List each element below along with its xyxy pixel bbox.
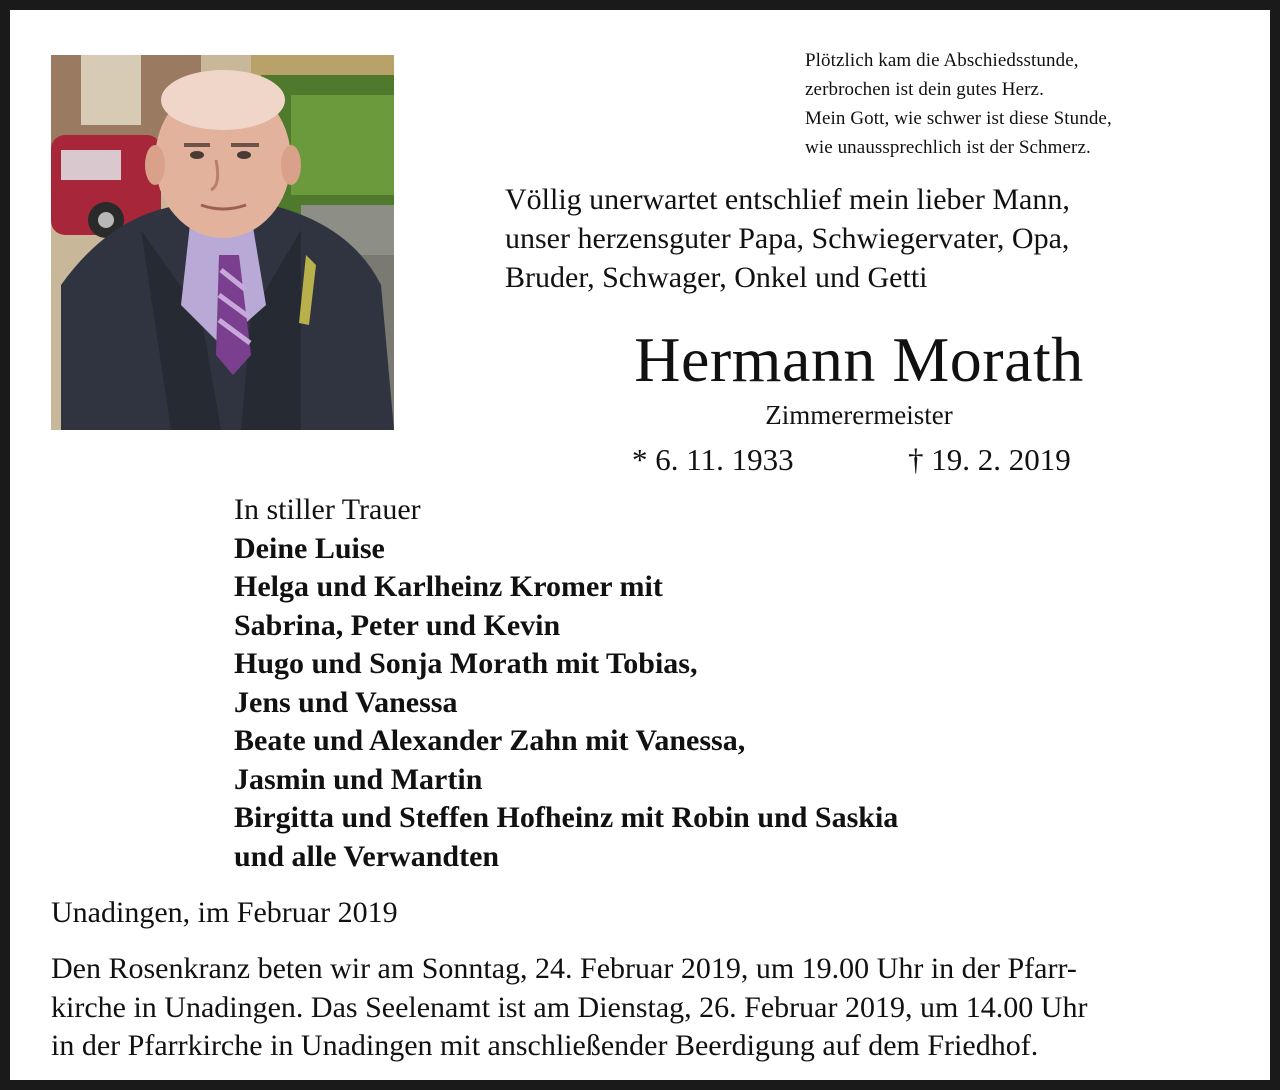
- poem-line: wie unaussprechlich ist der Schmerz.: [805, 137, 1091, 158]
- service-line: in der Pfarrkirche in Unadingen mit anschließender Beerdigung auf dem Friedhof.: [51, 1029, 1039, 1062]
- mourner-line: und alle Verwandten: [234, 839, 500, 873]
- mourner-line: Deine Luise: [234, 531, 385, 565]
- birth-date: * 6. 11. 1933: [632, 442, 794, 477]
- mourner-line: Helga und Karlheinz Kromer mit: [234, 570, 663, 603]
- portrait-photo: [51, 55, 394, 430]
- service-info: [51, 950, 1087, 1066]
- intro-text: [505, 180, 1070, 297]
- poem-line: zerbrochen ist dein gutes Herz.: [805, 79, 1044, 100]
- intro-line: unser herzensguter Papa, Schwiegervater, Opa,: [505, 222, 1070, 255]
- mourner-line: Sabrina, Peter und Kevin: [234, 608, 561, 642]
- deceased-name: Hermann Morath: [634, 324, 1084, 395]
- intro-line: Bruder, Schwager, Onkel und Getti: [505, 261, 928, 294]
- service-line: Den Rosenkranz beten wir am Sonntag, 24. Februar 2019, um 19.00 Uhr in der Pfarr-: [51, 952, 1077, 985]
- mourners-list: [234, 491, 898, 876]
- poem-verse: [805, 46, 1112, 162]
- death-date: † 19. 2. 2019: [908, 442, 1071, 477]
- deceased-profession: Zimmerermeister: [765, 400, 953, 430]
- mourner-line: Jasmin und Martin: [234, 762, 483, 796]
- mourners-heading: In stiller Trauer: [234, 493, 421, 526]
- mourner-line: Jens und Vanessa: [234, 685, 458, 719]
- mourner-line: Birgitta und Steffen Hofheinz mit Robin und Saskia: [234, 801, 899, 834]
- poem-line: Mein Gott, wie schwer ist diese Stunde,: [805, 108, 1112, 129]
- mourner-line: Hugo und Sonja Morath mit Tobias,: [234, 647, 698, 680]
- poem-line: Plötzlich kam die Abschiedsstunde,: [805, 50, 1079, 71]
- intro-line: Völlig unerwartet entschlief mein lieber Mann,: [505, 183, 1070, 216]
- service-line: kirche in Unadingen. Das Seelenamt ist am Dienstag, 26. Februar 2019, um 14.00 Uhr: [51, 990, 1088, 1024]
- place-date: Unadingen, im Februar 2019: [51, 896, 398, 929]
- mourner-line: Beate und Alexander Zahn mit Vanessa,: [234, 724, 746, 757]
